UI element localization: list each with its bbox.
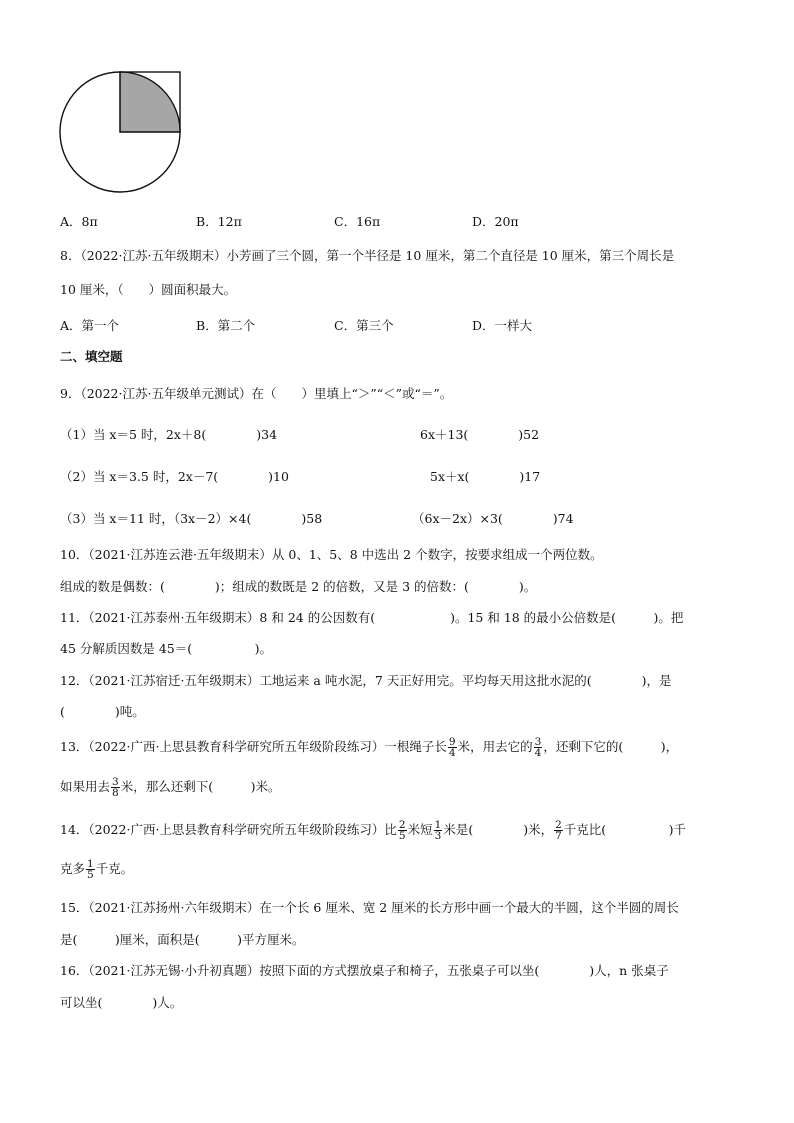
shaded-quarter-circle [120, 72, 180, 132]
q13-text-b: 米，用去它的 [457, 739, 533, 754]
q9-row3-left[interactable]: （3）当 x＝11 时，（3x－2）×4( )58 [60, 511, 323, 526]
q12-stem-line1[interactable]: 12．（2021·江苏宿迁·五年级期末）工地运来 a 吨水泥，7 天正好用完。平均每天用这批水泥的( )，是 [60, 673, 672, 688]
q8-option-b[interactable]: B．第二个 [196, 318, 256, 333]
q14-fraction-2-5: $\frac{2}{5}$ [398, 818, 406, 842]
q7-option-c[interactable]: C．16π [334, 214, 381, 229]
q13-stem-line2[interactable] [60, 775, 280, 799]
q15-stem-line1: 15．（2021·江苏扬州·六年级期末）在一个长 6 厘米、宽 2 厘米的长方形中画一个最大的半圆，这个半圆的周长 [60, 900, 679, 915]
q9-row2-left[interactable]: （2）当 x＝3.5 时，2x－7( )10 [60, 469, 289, 484]
q13-fraction-9-4: $\frac{9}{4}$ [448, 735, 456, 759]
q16-stem-line2[interactable]: 可以坐( )人。 [60, 995, 183, 1010]
q11-stem-line2[interactable]: 45 分解质因数是 45＝( )。 [60, 641, 273, 656]
q10-stem-line1: 10．（2021·江苏连云港·五年级期末）从 0、1、5、8 中选出 2 个数字，按要求组成一个两位数。 [60, 547, 603, 562]
q7-option-d[interactable]: D．20π [472, 214, 519, 229]
circle-square-figure [58, 70, 188, 198]
q14-stem-line1[interactable] [60, 818, 686, 842]
q14-fraction-1-5: $\frac{1}{5}$ [87, 857, 94, 881]
q8-stem-line1: 8．（2022·江苏·五年级期末）小芳画了三个圆，第一个半径是 10 厘米，第二个直径是 10 厘米，第三个周长是 [60, 248, 675, 263]
q7-option-a[interactable]: A．8π [60, 214, 98, 229]
q9-row1-left[interactable]: （1）当 x＝5 时，2x＋8( )34 [60, 427, 278, 442]
q14-stem-line2 [60, 857, 133, 881]
q13-text-c[interactable]: ，还剩下它的( )， [543, 739, 679, 754]
q12-stem-line2[interactable]: ( )吨。 [60, 704, 145, 719]
q14-fraction-1-3: $\frac{1}{3}$ [434, 818, 442, 842]
q9-row3-right[interactable]: （6x－2x）×3( )74 [412, 511, 574, 526]
q14-text-b: 米短 [407, 822, 433, 837]
q8-option-c[interactable]: C．第三个 [334, 318, 394, 333]
q10-stem-line2[interactable]: 组成的数是偶数：( )；组成的数既是 2 的倍数，又是 3 的倍数：( )。 [60, 579, 537, 594]
section-title: 二、填空题 [60, 349, 123, 364]
q14-text-a: 14．（2022·广西·上思县教育科学研究所五年级阶段练习）比 [60, 822, 397, 837]
q8-option-a[interactable]: A．第一个 [60, 318, 120, 333]
q14-text-g: 千克。 [95, 861, 134, 876]
q13-fraction-3-4: $\frac{3}{4}$ [534, 735, 542, 759]
q16-stem-line1[interactable]: 16．（2021·江苏无锡·小升初真题）按照下面的方式摆放桌子和椅子，五张桌子可以坐( )人，n 张桌子 [60, 963, 669, 978]
q9-stem: 9．（2022·江苏·五年级单元测试）在（ ）里填上“＞”“＜”或“＝”。 [60, 386, 453, 401]
q14-fraction-2-7: $\frac{2}{7}$ [555, 818, 562, 842]
q14-text-c[interactable]: 米是( )米， [443, 822, 554, 837]
q9-row2-right[interactable]: 5x＋x( )17 [430, 469, 541, 484]
q8-stem-line2: 10 厘米，（ ）圆面积最大。 [60, 282, 237, 297]
q13-text-e[interactable]: 米，那么还剩下( )米。 [120, 779, 281, 794]
q11-stem-line1[interactable]: 11．（2021·江苏泰州·五年级期末）8 和 24 的公因数有( )。15 和 18 的最小公倍数是( )。把 [60, 610, 684, 625]
q7-option-b[interactable]: B．12π [196, 214, 242, 229]
q14-text-d[interactable]: 千克比( )千 [563, 822, 687, 837]
q8-option-d[interactable]: D．一样大 [472, 318, 533, 333]
q9-row1-right[interactable]: 6x＋13( )52 [420, 427, 540, 442]
q13-stem-line1[interactable] [60, 735, 678, 759]
q13-text-d: 如果用去 [60, 779, 111, 794]
q15-stem-line2[interactable]: 是( )厘米，面积是( )平方厘米。 [60, 932, 305, 947]
q13-fraction-3-8: $\frac{3}{8}$ [112, 775, 119, 799]
q13-text-a: 13．（2022·广西·上思县教育科学研究所五年级阶段练习）一根绳子长 [60, 739, 447, 754]
q14-text-e: 克多 [60, 861, 86, 876]
